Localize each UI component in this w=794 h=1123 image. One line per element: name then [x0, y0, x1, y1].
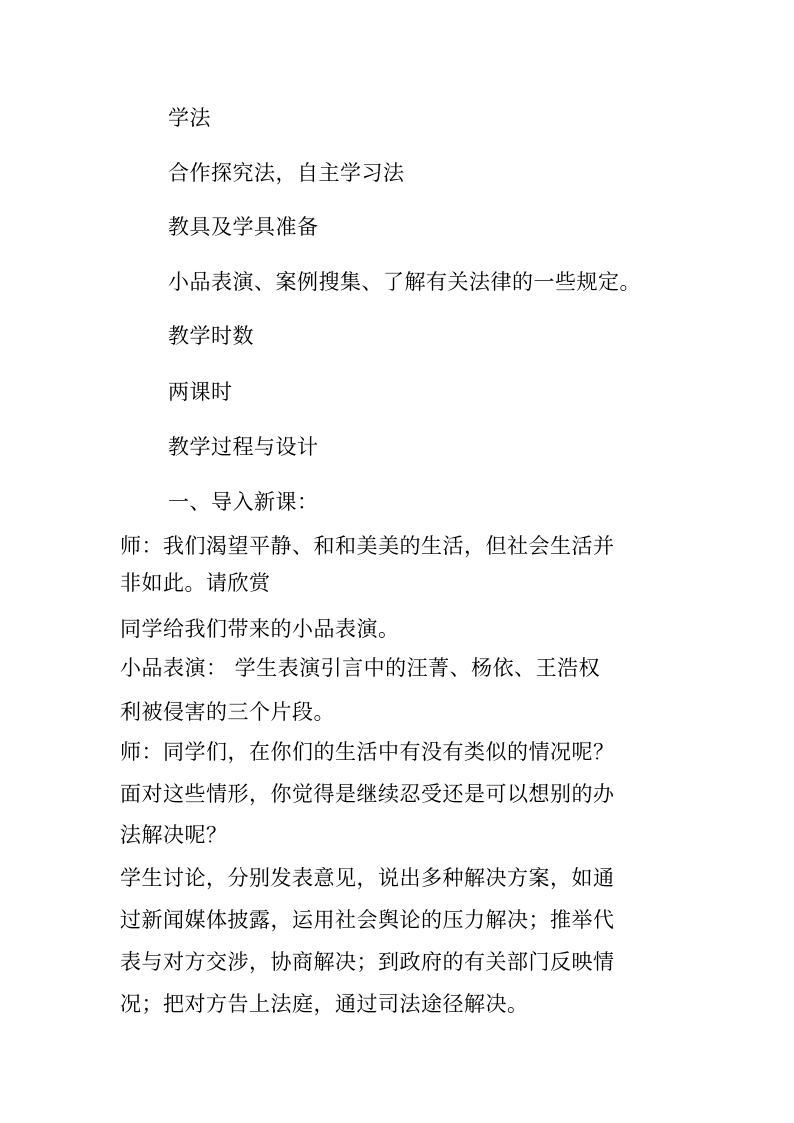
paragraph-line: 非如此。请欣赏	[120, 571, 271, 595]
paragraph-line: 学生讨论，分别发表意见，说出多种解决方案，如通	[120, 866, 615, 890]
paragraph-line: 过新闻媒体披露，运用社会舆论的压力解决；推举代	[120, 908, 615, 932]
heading-teaching-hours: 教学时数	[168, 324, 254, 348]
paragraph-line: 利被侵害的三个片段。	[120, 700, 335, 724]
heading-study-method: 学法	[168, 106, 211, 130]
paragraph-line: 同学给我们带来的小品表演。	[120, 617, 400, 641]
paragraph-line: 师：我们渴望平静、和和美美的生活，但社会生活并	[120, 534, 615, 558]
paragraph-line: 师：同学们，在你们的生活中有没有类似的情况呢？	[120, 740, 615, 764]
paragraph-line: 况；把对方告上法庭，通过司法途径解决。	[120, 992, 529, 1016]
paragraph-line: 面对这些情形，你觉得是继续忍受还是可以想别的办	[120, 782, 615, 806]
paragraph-study-method: 合作探究法，自主学习法	[168, 161, 405, 185]
heading-teaching-aids: 教具及学具准备	[168, 215, 319, 239]
paragraph-line: 法解决呢？	[120, 823, 228, 847]
section-introduction-title: 一、导入新课：	[168, 490, 319, 514]
paragraph-line: 表与对方交涉，协商解决；到政府的有关部门反映情	[120, 950, 615, 974]
paragraph-teaching-hours: 两课时	[168, 380, 233, 404]
paragraph-line: 小品表演： 学生表演引言中的汪菁、杨依、王浩权	[120, 656, 601, 680]
paragraph-teaching-aids: 小品表演、案例搜集、了解有关法律的一些规定。	[168, 270, 641, 294]
heading-teaching-process: 教学过程与设计	[168, 435, 319, 459]
